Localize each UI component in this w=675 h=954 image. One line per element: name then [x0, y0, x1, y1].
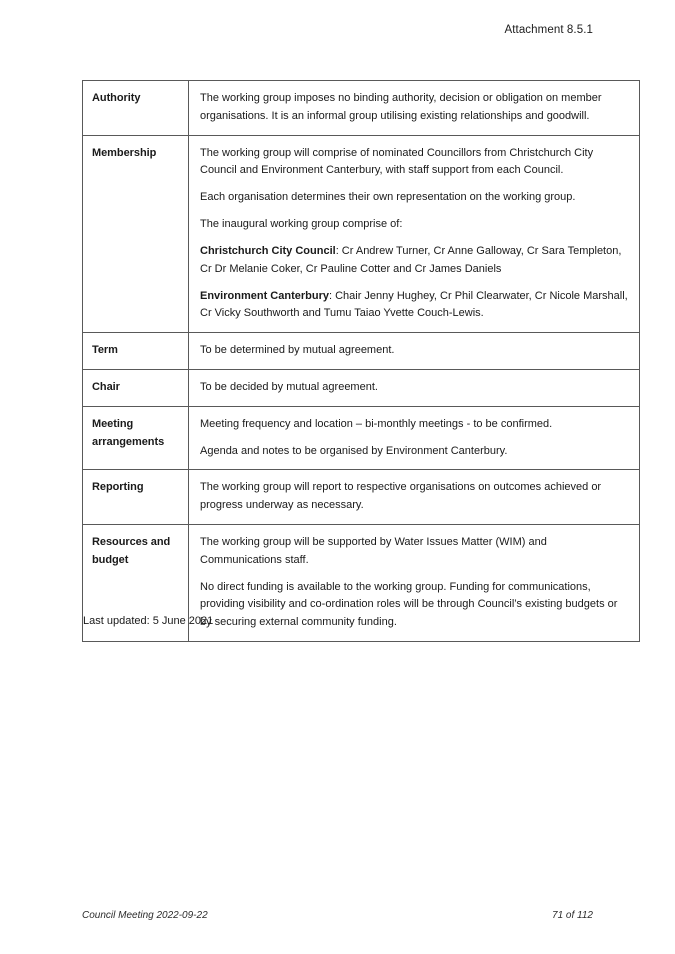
row-paragraph: Meeting frequency and location – bi-monthly meetings - to be confirmed.: [200, 417, 553, 430]
paragraph-text: : Cr Andrew Turner, Cr Anne Galloway, Cr Sara Templeton, Cr Dr Melanie Coker, Cr Pauline Cotter and Cr James Daniels: [200, 244, 622, 275]
row-paragraph: The inaugural working group comprise of:: [200, 218, 403, 231]
row-paragraph: The working group will report to respective organisations on outcomes achieved or progress underway as necessary.: [200, 481, 602, 512]
row-label: Chair: [83, 369, 189, 406]
row-content: [189, 369, 640, 406]
row-label: Resources and budget: [83, 525, 189, 642]
row-label: Authority: [83, 81, 189, 136]
row-paragraph: To be determined by mutual agreement.: [200, 344, 395, 357]
last-updated-note: Last updated: 5 June 2021: [83, 615, 214, 627]
row-content: [189, 135, 640, 333]
row-label: Term: [83, 333, 189, 370]
attachment-header: Attachment 8.5.1: [504, 24, 593, 36]
row-label: Reporting: [83, 470, 189, 525]
row-paragraph: The working group will comprise of nominated Councillors from Christchurch City Council and Environment Canterbury, with staff support from each Council.: [200, 146, 594, 177]
paragraph-lead-in: Christchurch City Council: [200, 244, 336, 257]
row-paragraph: No direct funding is available to the working group. Funding for communications, providing visibility and co-ordination roles will be through Council’s existing budgets or by securing external community funding.: [200, 580, 618, 629]
table-body: [83, 81, 640, 642]
paragraph-lead-in: Environment Canterbury: [200, 289, 329, 302]
row-label: Membership: [83, 135, 189, 333]
table-row: [83, 81, 640, 136]
page-footer: [82, 910, 593, 921]
table-row: [83, 333, 640, 370]
terms-of-reference-table: [82, 80, 640, 642]
row-content: [189, 406, 640, 470]
row-content: [189, 81, 640, 136]
row-content: [189, 470, 640, 525]
row-label: Meeting arrangements: [83, 406, 189, 470]
row-paragraph: Agenda and notes to be organised by Environment Canterbury.: [200, 444, 508, 457]
table-row: [83, 406, 640, 470]
table-row: [83, 470, 640, 525]
footer-meeting-label: Council Meeting 2022-09-22: [82, 910, 208, 921]
table-row: [83, 369, 640, 406]
row-paragraph: To be decided by mutual agreement.: [200, 380, 378, 393]
row-content: [189, 333, 640, 370]
footer-page-number: 71 of 112: [552, 910, 593, 921]
paragraph-text: : Chair Jenny Hughey, Cr Phil Clearwater, Cr Nicole Marshall, Cr Vicky Southworth and Tumu Taiao Yvette Couch-Lewis.: [200, 289, 628, 320]
row-content: [189, 525, 640, 642]
row-paragraph: Each organisation determines their own representation on the working group.: [200, 191, 576, 204]
row-paragraph: [200, 288, 630, 324]
row-paragraph: The working group will be supported by Water Issues Matter (WIM) and Communications staff.: [200, 536, 547, 566]
table-row: [83, 135, 640, 333]
row-paragraph: [200, 243, 630, 279]
row-paragraph: The working group imposes no binding authority, decision or obligation on member organisations. It is an informal group utilising existing relationships and goodwill.: [200, 92, 602, 122]
